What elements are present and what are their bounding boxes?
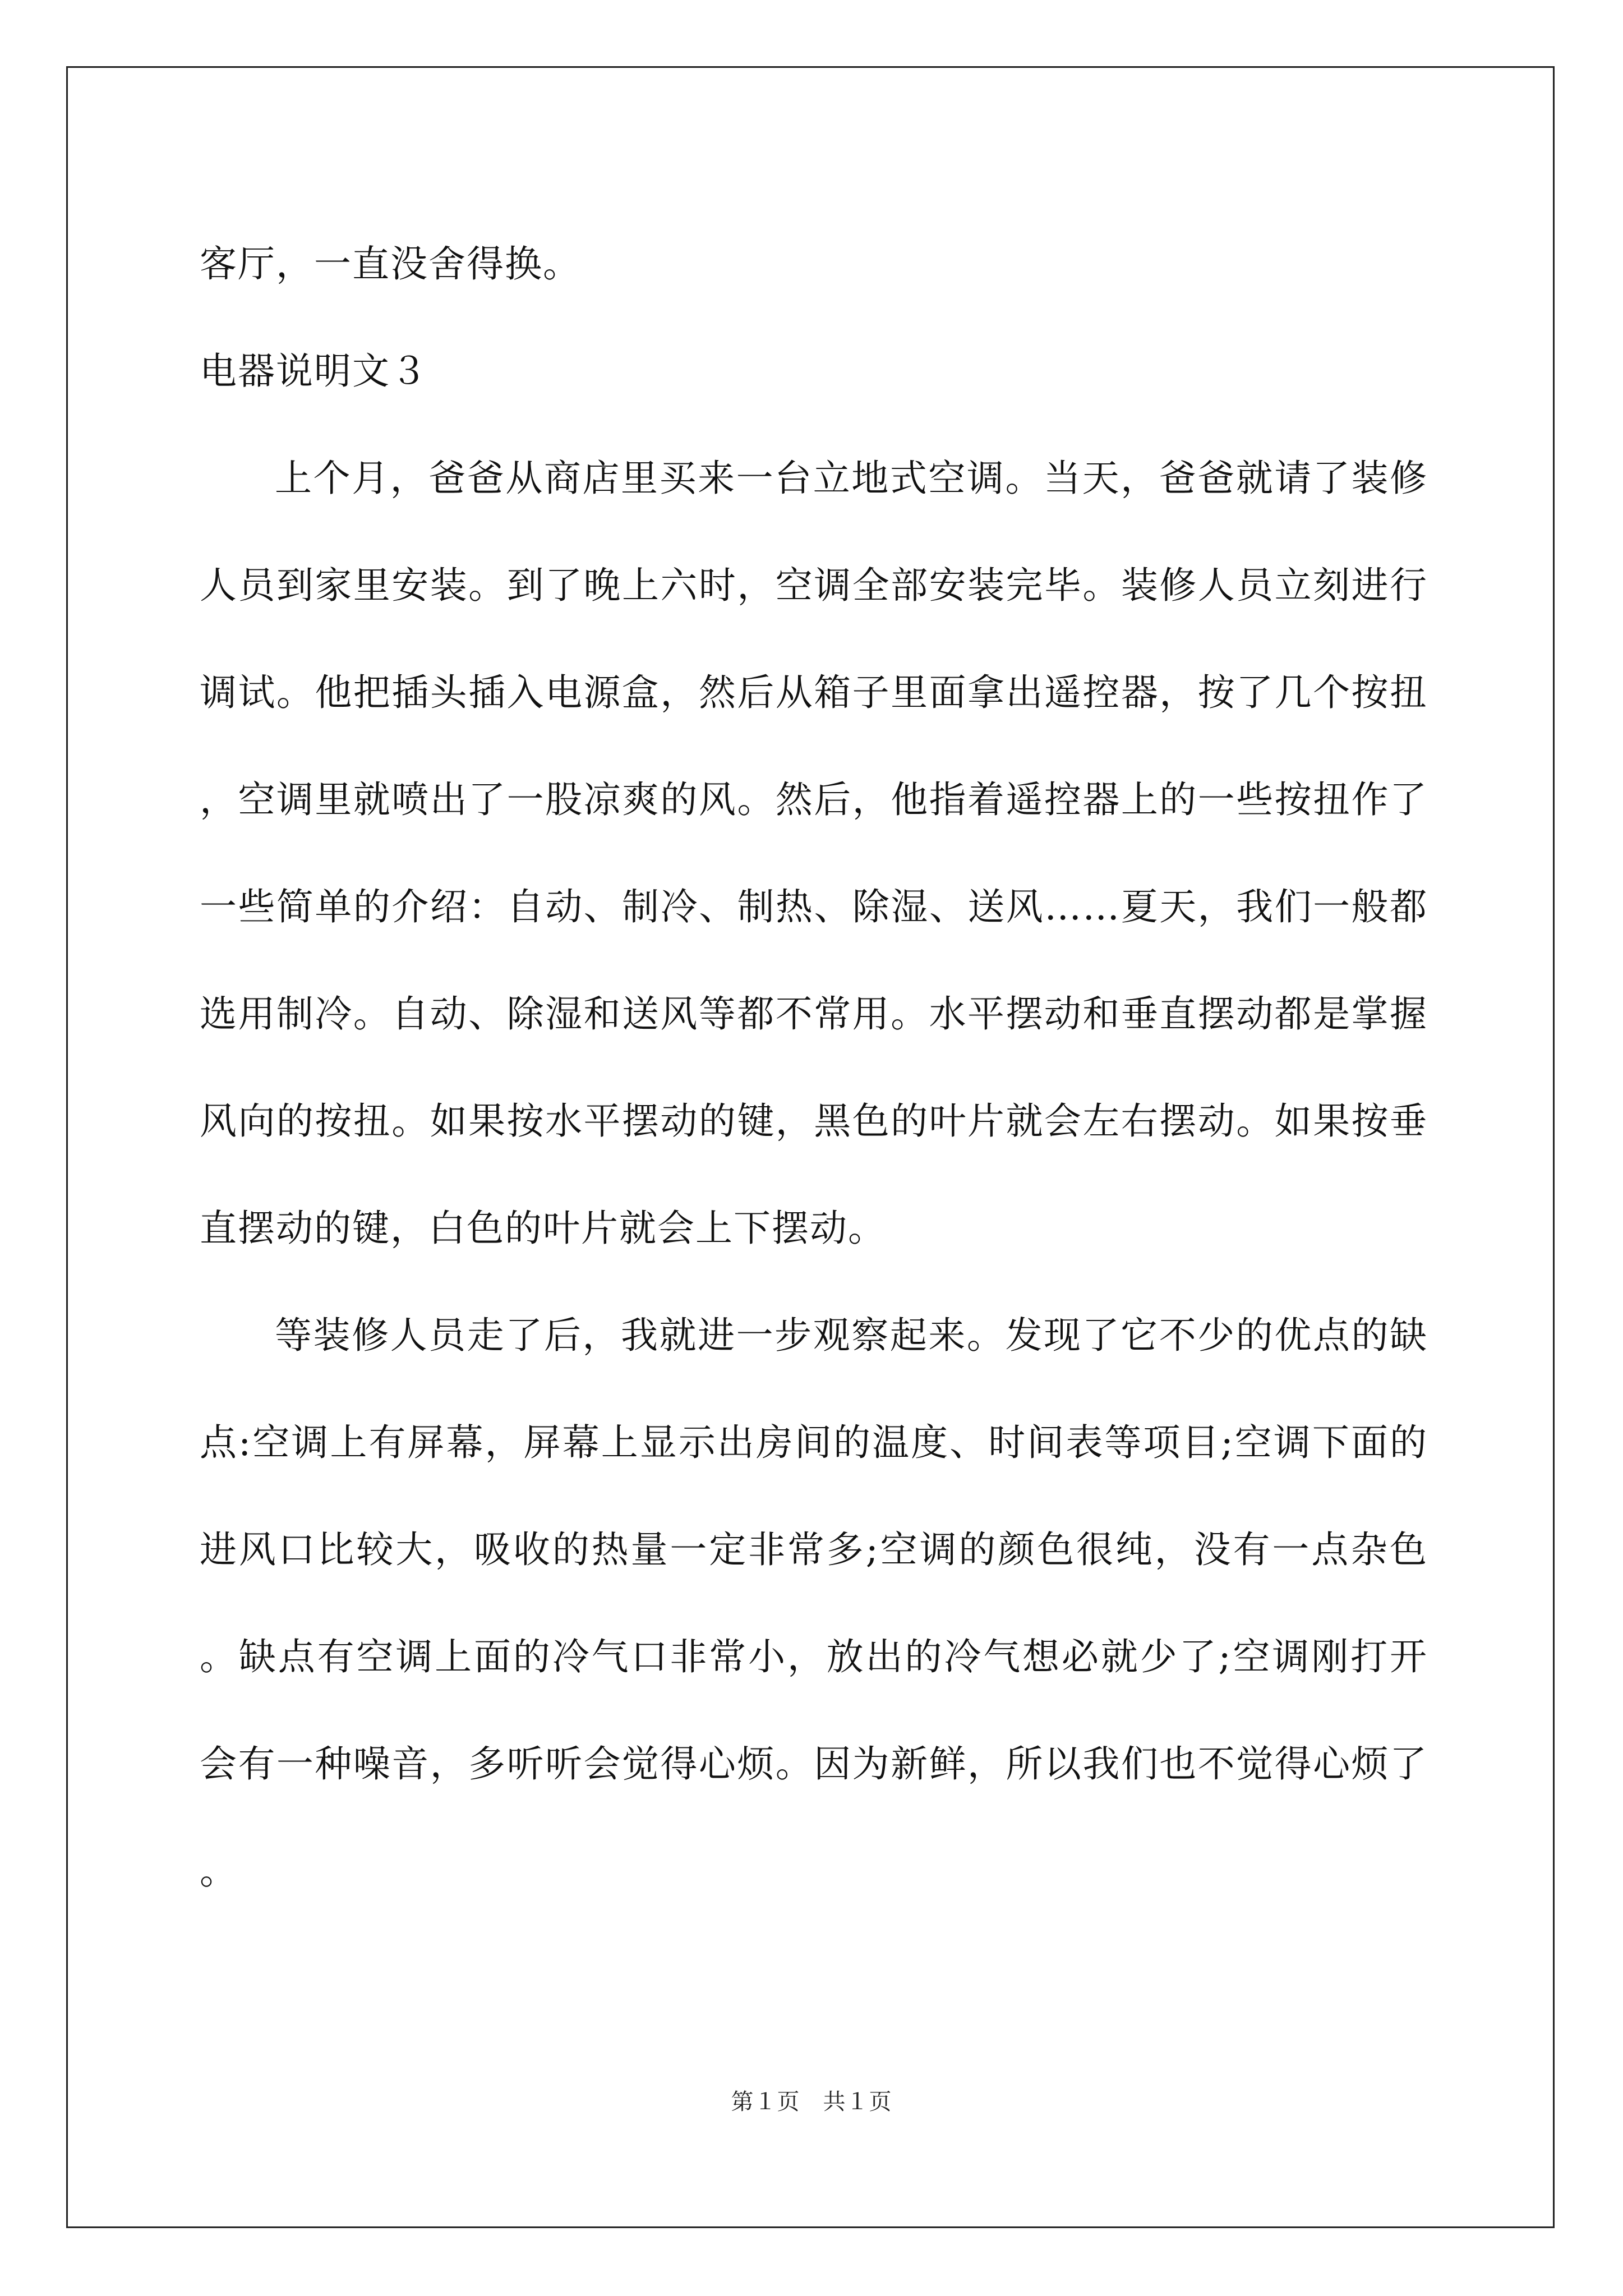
body-paragraph-2: 等装修人员走了后，我就进一步观察起来。发现了它不少的优点的缺点:空调上有屏幕，屏幕上显示出房间的温度、时间表等项目;空调下面的进风口比较大，吸收的热量一定非常多;空调的颜色很纯，没有一点杂色。缺点有空调上面的冷气口非常小，放出的冷气想必就少了;空调刚打开会有一种噪音，多听听会觉得心烦。因为新鲜，所以我们也不觉得心烦了。 bbox=[200, 1314, 1428, 1893]
document-body bbox=[200, 210, 1428, 1925]
body-paragraph-1: 上个月，爸爸从商店里买来一台立地式空调。当天，爸爸就请了装修人员到家里安装。到了晚上六时，空调全部安装完毕。装修人员立刻进行调试。他把插头插入电源盒，然后从箱子里面拿出遥控器，按了几个按扭，空调里就喷出了一股凉爽的风。然后，他指着遥控器上的一些按扭作了一些简单的介绍：自动、制冷、制热、除湿、送风……夏天，我们一般都选用制冷。自动、除湿和送风等都不常用。水平摆动和垂直摆动都是掌握风向的按扭。如果按水平摆动的键，黑色的叶片就会左右摆动。如果按垂直摆动的键，白色的叶片就会上下摆动。 bbox=[200, 457, 1428, 1250]
page-footer: 第１页 共１页 bbox=[731, 2089, 892, 2115]
section-title: 电器说明文３ bbox=[200, 349, 428, 393]
continuation-paragraph: 客厅，一直没舍得换。 bbox=[200, 242, 581, 286]
